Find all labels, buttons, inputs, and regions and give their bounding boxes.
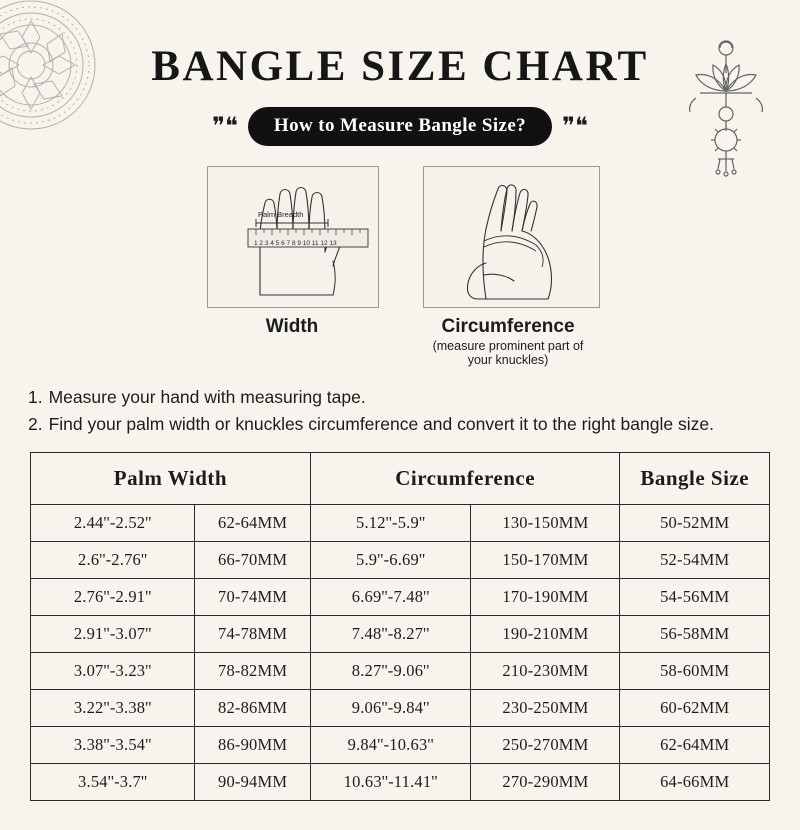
how-to-measure-pill: How to Measure Bangle Size? — [248, 107, 552, 146]
instruction-item — [28, 412, 766, 437]
cell-circ-mm: 230-250MM — [471, 689, 620, 726]
figure-width — [207, 166, 377, 367]
cell-circ-mm: 250-270MM — [471, 726, 620, 763]
page-title: BANGLE SIZE CHART — [151, 43, 649, 90]
swirl-left-icon: ❞❝ — [212, 113, 238, 140]
cell-bangle-size: 52-54MM — [620, 541, 770, 578]
cell-bangle-size: 64-66MM — [620, 763, 770, 800]
swirl-right-icon: ❞❝ — [562, 113, 588, 140]
figure-width-caption: Width — [265, 316, 319, 337]
figure-circumference-sub: (measure prominent part of your knuckles) — [432, 339, 584, 367]
figure-width-image — [207, 166, 379, 308]
illustrations — [0, 166, 800, 367]
cell-bangle-size: 50-52MM — [620, 504, 770, 541]
cell-palm-inch: 2.91''-3.07'' — [31, 615, 195, 652]
cell-circ-inch: 10.63''-11.41'' — [310, 763, 471, 800]
hand-knuckle-circumference-illustration — [424, 167, 599, 307]
ruler-graphic — [248, 229, 368, 247]
cell-palm-inch: 2.44''-2.52'' — [31, 504, 195, 541]
figure-circumference — [423, 166, 593, 367]
cell-circ-inch: 9.84''-10.63'' — [310, 726, 471, 763]
svg-text:1 2 3 4 5 6 7 8 9 10 11 12 13: 1 2 3 4 5 6 7 8 9 10 11 12 13 — [254, 240, 337, 247]
instruction-item — [28, 385, 766, 410]
cell-bangle-size: 62-64MM — [620, 726, 770, 763]
cell-bangle-size: 56-58MM — [620, 615, 770, 652]
cell-palm-inch: 3.07''-3.23'' — [31, 652, 195, 689]
cell-palm-inch: 2.6''-2.76'' — [31, 541, 195, 578]
cell-palm-mm: 66-70MM — [195, 541, 310, 578]
cell-circ-mm: 150-170MM — [471, 541, 620, 578]
cell-circ-inch: 9.06''-9.84'' — [310, 689, 471, 726]
cell-bangle-size: 58-60MM — [620, 652, 770, 689]
cell-palm-inch: 3.54''-3.7'' — [31, 763, 195, 800]
cell-circ-mm: 270-290MM — [471, 763, 620, 800]
cell-palm-mm: 78-82MM — [195, 652, 310, 689]
cell-palm-mm: 70-74MM — [195, 578, 310, 615]
cell-palm-inch: 3.22''-3.38'' — [31, 689, 195, 726]
cell-circ-inch: 5.12''-5.9'' — [310, 504, 471, 541]
instruction-text: Find your palm width or knuckles circumference and convert it to the right bangle size. — [48, 414, 714, 435]
table-row — [31, 578, 770, 615]
table-header-row — [31, 452, 770, 504]
table-row — [31, 541, 770, 578]
cell-circ-inch: 5.9''-6.69'' — [310, 541, 471, 578]
cell-palm-inch: 2.76''-2.91'' — [31, 578, 195, 615]
cell-circ-mm: 170-190MM — [471, 578, 620, 615]
cell-palm-mm: 62-64MM — [195, 504, 310, 541]
table-row — [31, 504, 770, 541]
header-palm-width: Palm Width — [31, 452, 311, 504]
cell-circ-mm: 130-150MM — [471, 504, 620, 541]
cell-circ-inch: 7.48''-8.27'' — [310, 615, 471, 652]
cell-circ-mm: 210-230MM — [471, 652, 620, 689]
instruction-number: 1. — [28, 387, 43, 407]
cell-circ-mm: 190-210MM — [471, 615, 620, 652]
header-circumference: Circumference — [310, 452, 620, 504]
instructions — [28, 385, 766, 438]
size-chart-table — [30, 452, 770, 801]
cell-palm-mm: 90-94MM — [195, 763, 310, 800]
cell-palm-mm: 74-78MM — [195, 615, 310, 652]
cell-circ-inch: 8.27''-9.06'' — [310, 652, 471, 689]
table-row — [31, 689, 770, 726]
cell-palm-mm: 86-90MM — [195, 726, 310, 763]
hand-palm-width-illustration — [208, 167, 378, 307]
header-bangle-size: Bangle Size — [620, 452, 770, 504]
instruction-text: Measure your hand with measuring tape. — [48, 387, 366, 407]
palm-breadth-label: Palm Breadth — [258, 210, 304, 219]
cell-bangle-size: 54-56MM — [620, 578, 770, 615]
cell-palm-inch: 3.38''-3.54'' — [31, 726, 195, 763]
cell-bangle-size: 60-62MM — [620, 689, 770, 726]
table-row — [31, 763, 770, 800]
table-row — [31, 615, 770, 652]
subtitle-row — [0, 107, 800, 146]
table-row — [31, 726, 770, 763]
cell-palm-mm: 82-86MM — [195, 689, 310, 726]
figure-circumference-image — [423, 166, 600, 308]
cell-circ-inch: 6.69''-7.48'' — [310, 578, 471, 615]
table-row — [31, 652, 770, 689]
figure-circumference-caption: Circumference — [441, 316, 575, 337]
instruction-number: 2. — [28, 414, 43, 435]
